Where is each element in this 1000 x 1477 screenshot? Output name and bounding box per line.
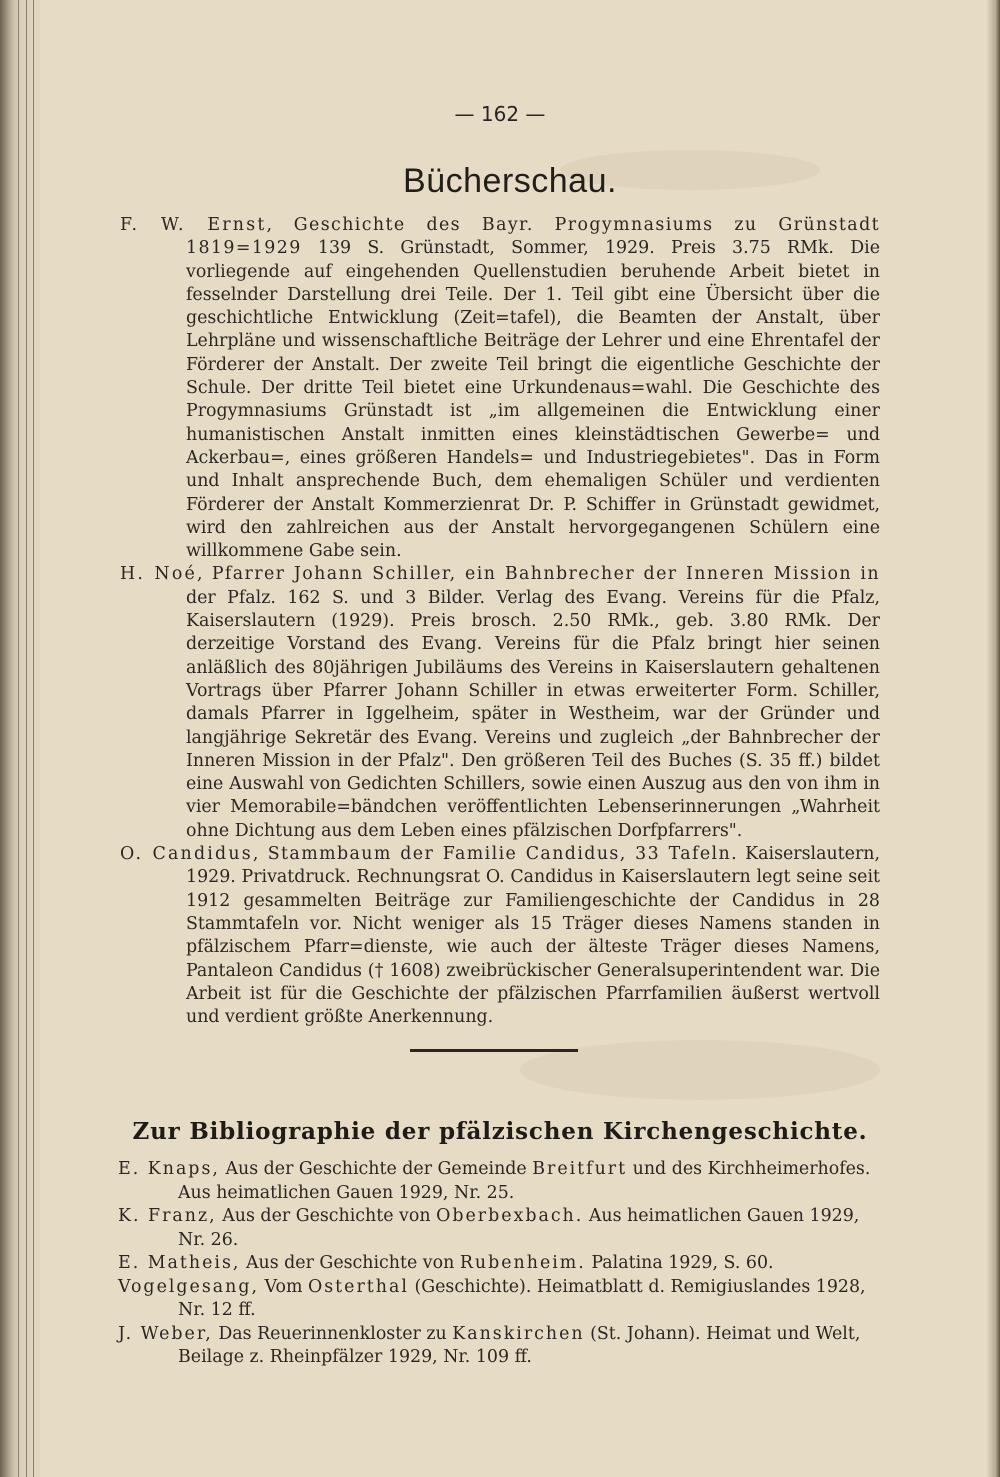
bibliography-entry — [118, 1323, 878, 1370]
bib-post: (Geschichte). Heimatblatt d. Remigiuslandes 1928, Nr. 12 ff. — [178, 1276, 866, 1320]
section-title: Bücherschau. — [403, 162, 617, 200]
review-entry — [120, 843, 880, 1029]
bib-place: Kanskirchen — [452, 1323, 585, 1344]
review-author: H. Noé, — [120, 564, 205, 585]
review-entry — [120, 214, 880, 563]
bib-author: K. Franz, — [118, 1206, 217, 1226]
bibliography-entry — [118, 1276, 878, 1323]
bibliography-entry — [118, 1158, 878, 1205]
bib-pre: Aus der Geschichte von — [245, 1253, 455, 1273]
review-title: Pfarrer Johann Schiller, ein Bahnbrecher der Inneren Mission in — [211, 564, 880, 585]
book-reviews — [120, 214, 880, 1029]
bib-author: J. Weber, — [118, 1323, 213, 1344]
review-author: O. Candidus, — [120, 844, 261, 865]
bibliography-title: Zur Bibliographie der pfälzischen Kirchengeschichte. — [132, 1118, 868, 1145]
review-text: 139 S. Grünstadt, Sommer, 1929. Preis 3.75 RMk. Die vorliegende auf eingehenden Quellenstudien beruhende Arbeit bietet in fesselnder Darstellung drei Teile. Der 1. Teil gibt eine Übersicht über die geschichtliche Entwicklung (Zeit=tafel), die Beamten der Anstalt, über Lehrpläne und wissenschaftliche Beiträge der Lehrer und eine Ehrentafel der Förderer der Anstalt. Der zweite Teil bringt die eigentliche Geschichte der Schule. Der dritte Teil bietet eine Urkundenaus=wahl. Die Geschichte des Progymnasiums Grünstadt ist „im allgemeinen die Entwicklung einer humanistischen Anstalt inmitten eines kleinstädtischen Gewerbe= und Ackerbau=, eines größeren Handels= und Industriegebietes". Das in Form und Inhalt ansprechende Buch, dem ehemaligen Schüler und verdienten Förderer der Anstalt Kommerzienrat Dr. P. Schiffer in Grünstadt gewidmet, wird den zahlreichen aus der Anstalt hervorgegangenen Schülern eine willkommene Gabe sein. — [186, 238, 880, 562]
page-number: — 162 — — [454, 102, 546, 126]
book-binding-edge — [0, 0, 40, 1477]
review-text: der Pfalz. 162 S. und 3 Bilder. Verlag des Evang. Vereins für die Pfalz, Kaiserslautern (1929). Preis brosch. 2.50 RMk., geb. 3.80 RMk. Der derzeitige Vorstand des Evang. Vereins für die Pfalz bringt hier seinen anläßlich des 80jährigen Jubiläums des Vereins in Kaiserslautern gehaltenen Vortrags über Pfarrer Johann Schiller in etwas erweiterter Form. Schiller, damals Pfarrer in Iggelheim, später in Westheim, war der Gründer und langjährige Sekretär des Evang. Vereins und zugleich „der Bahnbrecher der Inneren Mission in der Pfalz". Den größeren Teil des Buches (S. 35 ff.) bildet eine Auswahl von Gedichten Schillers, sowie einen Auszug aus den von ihm in vier Memorabile=bändchen veröffentlichten Lebenserinnerungen „Wahrheit ohne Dichtung aus dem Leben eines pfälzischen Dorfpfarrers". — [186, 587, 880, 841]
review-title: Geschichte des Bayr. Progymnasiums zu Grünstadt 1819=1929 — [186, 215, 881, 259]
bib-post: (St. Johann). Heimat und Welt, Beilage z. Rheinpfälzer 1929, Nr. 109 ff. — [178, 1323, 861, 1367]
review-text: Kaiserslautern, 1929. Privatdruck. Rechnungsrat O. Candidus in Kaiserslautern legt seine seit 1912 gesammelten Beiträge zur Familiengeschichte der Candidus in 28 Stammtafeln vor. Nicht weniger als 15 Träger dieses Namens standen in pfälzischem Pfarr=dienste, wie auch der älteste Träger dieses Namens, Pantaleon Candidus († 1608) zweibrückischer Generalsuperintendent war. Die Arbeit ist für die Geschichte der pfälzischen Pfarrfamilien äußerst wertvoll und verdient größte Anerkennung. — [186, 844, 880, 1028]
section-divider — [410, 1049, 578, 1052]
bib-place: Rubenheim. — [459, 1253, 586, 1273]
review-author: F. W. Ernst, — [120, 215, 275, 235]
bibliography-list — [118, 1158, 878, 1370]
bib-pre: Aus der Geschichte der Gemeinde — [225, 1159, 527, 1179]
bib-post: Aus heimatlichen Gauen 1929, Nr. 26. — [178, 1206, 860, 1250]
bib-pre: Vom — [264, 1276, 303, 1297]
bib-post: und des Kirchheimerhofes. Aus heimatlichen Gauen 1929, Nr. 25. — [178, 1159, 871, 1203]
bib-post: Palatina 1929, S. 60. — [591, 1253, 774, 1273]
bibliography-entry — [118, 1252, 878, 1276]
bib-place: Osterthal — [308, 1276, 409, 1297]
review-entry — [120, 563, 880, 843]
bib-pre: Das Reuerinnenkloster zu — [218, 1323, 447, 1344]
bib-author: Vogelgesang, — [118, 1276, 259, 1297]
bib-author: E. Matheis, — [118, 1253, 241, 1273]
page-right-edge — [986, 0, 1000, 1477]
review-title: Stammbaum der Familie Candidus, 33 Tafeln. — [267, 844, 739, 865]
bib-place: Oberbexbach. — [436, 1206, 584, 1226]
bibliography-entry — [118, 1205, 878, 1252]
bib-pre: Aus der Geschichte von — [222, 1206, 431, 1226]
bib-place: Breitfurt — [532, 1159, 628, 1179]
bib-author: E. Knaps, — [118, 1159, 220, 1179]
